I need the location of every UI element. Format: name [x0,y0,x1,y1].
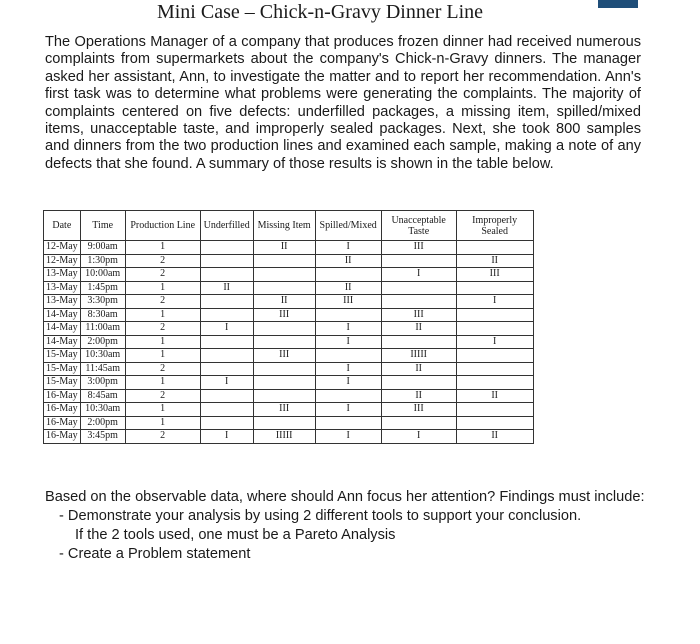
table-cell: III [253,403,315,417]
table-cell: 15-May [44,376,81,390]
column-header: Date [44,211,81,241]
table-cell: 16-May [44,403,81,417]
table-cell: 3:45pm [80,430,125,444]
question-text: Based on the observable data, where should Ann focus her attention? Findings must include: [45,489,645,505]
table-row [44,295,534,309]
table-row [44,349,534,363]
table-cell: 12-May [44,254,81,268]
table-cell: 1 [125,335,200,349]
table-cell: IIIII [253,430,315,444]
table-cell: I [200,376,253,390]
intro-paragraph: The Operations Manager of a company that produces frozen dinner had received numerous complaints from supermarkets about the company's Chick-n-Gravy dinners. The manager asked her assistant, Ann, to investigate the matter and to report her recommendation. Ann's first task was to determine what problems were generating the complaints. The majority of complaints centered on five defects: underfilled packages, a missing item, spilled/mixed items, unacceptable taste, and improperly sealed packages. Next, she took 800 samples and dinners from the two production lines and examined each sample, making a note of any defects that she found. A summary of those results is shown in the table below. [45,34,641,172]
table-cell: 13-May [44,281,81,295]
table-cell: 15-May [44,362,81,376]
table-cell: 1 [125,308,200,322]
table-cell [456,281,533,295]
column-header: Improperly Sealed [456,211,533,241]
table-cell: II [253,241,315,255]
table-cell [253,281,315,295]
table-cell [200,295,253,309]
table-cell: 2 [125,389,200,403]
table-cell: 2:00pm [80,335,125,349]
table-cell: 9:00am [80,241,125,255]
table-cell [456,349,533,363]
table-row [44,416,534,430]
table-cell [200,241,253,255]
table-cell: II [381,322,456,336]
table-cell: 2 [125,295,200,309]
table-cell: I [315,403,381,417]
table-cell: II [456,389,533,403]
bullet-item: If the 2 tools used, one must be a Pareto Analysis [75,527,396,543]
table-cell: 1 [125,376,200,390]
table-cell: 14-May [44,335,81,349]
table-cell [381,281,456,295]
table-cell [200,403,253,417]
table-cell [253,268,315,282]
table-cell [456,362,533,376]
table-cell: III [381,241,456,255]
table-row [44,335,534,349]
table-cell: 10:30am [80,403,125,417]
table-cell: I [315,430,381,444]
table-cell: 13-May [44,268,81,282]
table-cell: III [456,268,533,282]
assignment-section [45,488,645,564]
table-cell: III [381,403,456,417]
table-cell: I [315,376,381,390]
table-cell: II [253,295,315,309]
table-cell: IIIII [381,349,456,363]
table-cell [200,416,253,430]
table-cell: 2 [125,254,200,268]
table-cell [456,416,533,430]
column-header: Production Line [125,211,200,241]
table-cell [253,416,315,430]
table-cell: 8:45am [80,389,125,403]
table-cell: I [200,430,253,444]
table-cell: 16-May [44,430,81,444]
table-cell [456,308,533,322]
table-cell: II [456,254,533,268]
table-cell [200,308,253,322]
bullet-item: - Create a Problem statement [59,546,251,562]
table-cell: III [315,295,381,309]
table-cell: 14-May [44,322,81,336]
table-cell: 1 [125,403,200,417]
table-cell [200,362,253,376]
table-cell: II [200,281,253,295]
table-cell: 1:30pm [80,254,125,268]
table-cell [253,376,315,390]
table-cell [200,254,253,268]
table-cell: II [381,389,456,403]
table-cell: 1 [125,281,200,295]
table-cell: 3:00pm [80,376,125,390]
table-cell: 10:30am [80,349,125,363]
table-cell [381,376,456,390]
table-cell: 11:00am [80,322,125,336]
table-cell: 8:30am [80,308,125,322]
table-cell: 2 [125,268,200,282]
table-cell [315,416,381,430]
table-cell: 1 [125,349,200,363]
table-cell: 13-May [44,295,81,309]
table-cell: 15-May [44,349,81,363]
column-header: Underfilled [200,211,253,241]
table-row [44,268,534,282]
page-title: Mini Case – Chick-n-Gravy Dinner Line [156,1,484,23]
table-cell [200,335,253,349]
table-cell: 2:00pm [80,416,125,430]
table-cell: 16-May [44,416,81,430]
table-cell: I [456,335,533,349]
table-header-row [44,211,534,241]
table-cell: II [315,254,381,268]
table-cell [253,254,315,268]
table-cell: I [456,295,533,309]
table-cell [381,335,456,349]
table-cell [200,349,253,363]
table-cell: 12-May [44,241,81,255]
table-row [44,281,534,295]
table-cell: 3:30pm [80,295,125,309]
table-cell [456,376,533,390]
table-cell: I [315,241,381,255]
table-cell [253,362,315,376]
table-cell [315,308,381,322]
table-cell [315,268,381,282]
table-cell: I [381,268,456,282]
table-row [44,241,534,255]
table-cell: 16-May [44,389,81,403]
bullet-item: - Demonstrate your analysis by using 2 different tools to support your conclusion. [59,508,582,524]
table-cell [456,403,533,417]
table-cell: III [381,308,456,322]
table-cell: II [456,430,533,444]
table-row [44,430,534,444]
table-cell: 1 [125,416,200,430]
table-cell: 14-May [44,308,81,322]
table-cell: 2 [125,362,200,376]
table-cell: I [315,322,381,336]
table-cell [200,389,253,403]
table-cell: III [253,349,315,363]
table-cell: 2 [125,430,200,444]
table-cell [253,335,315,349]
table-row [44,376,534,390]
table-cell: 2 [125,322,200,336]
table-cell [200,268,253,282]
table-row [44,362,534,376]
table-cell [381,416,456,430]
table-cell: I [381,430,456,444]
table-cell [253,322,315,336]
table-row [44,308,534,322]
table-cell [381,254,456,268]
table-cell: III [253,308,315,322]
column-header: Unacceptable Taste [381,211,456,241]
table-row [44,389,534,403]
table-cell: 1 [125,241,200,255]
table-cell [381,295,456,309]
table-cell: II [315,281,381,295]
table-cell [456,241,533,255]
table-row [44,322,534,336]
table-cell [315,389,381,403]
column-header: Spilled/Mixed [315,211,381,241]
table-cell [253,389,315,403]
column-header: Missing Item [253,211,315,241]
table-cell: 1:45pm [80,281,125,295]
table-cell: I [315,362,381,376]
table-cell: I [315,335,381,349]
table-cell: I [200,322,253,336]
table-row [44,254,534,268]
table-cell: 11:45am [80,362,125,376]
defects-table [43,210,534,444]
table-cell [456,322,533,336]
table-row [44,403,534,417]
table-cell: II [381,362,456,376]
table-cell: 10:00am [80,268,125,282]
column-header: Time [80,211,125,241]
table-cell [315,349,381,363]
